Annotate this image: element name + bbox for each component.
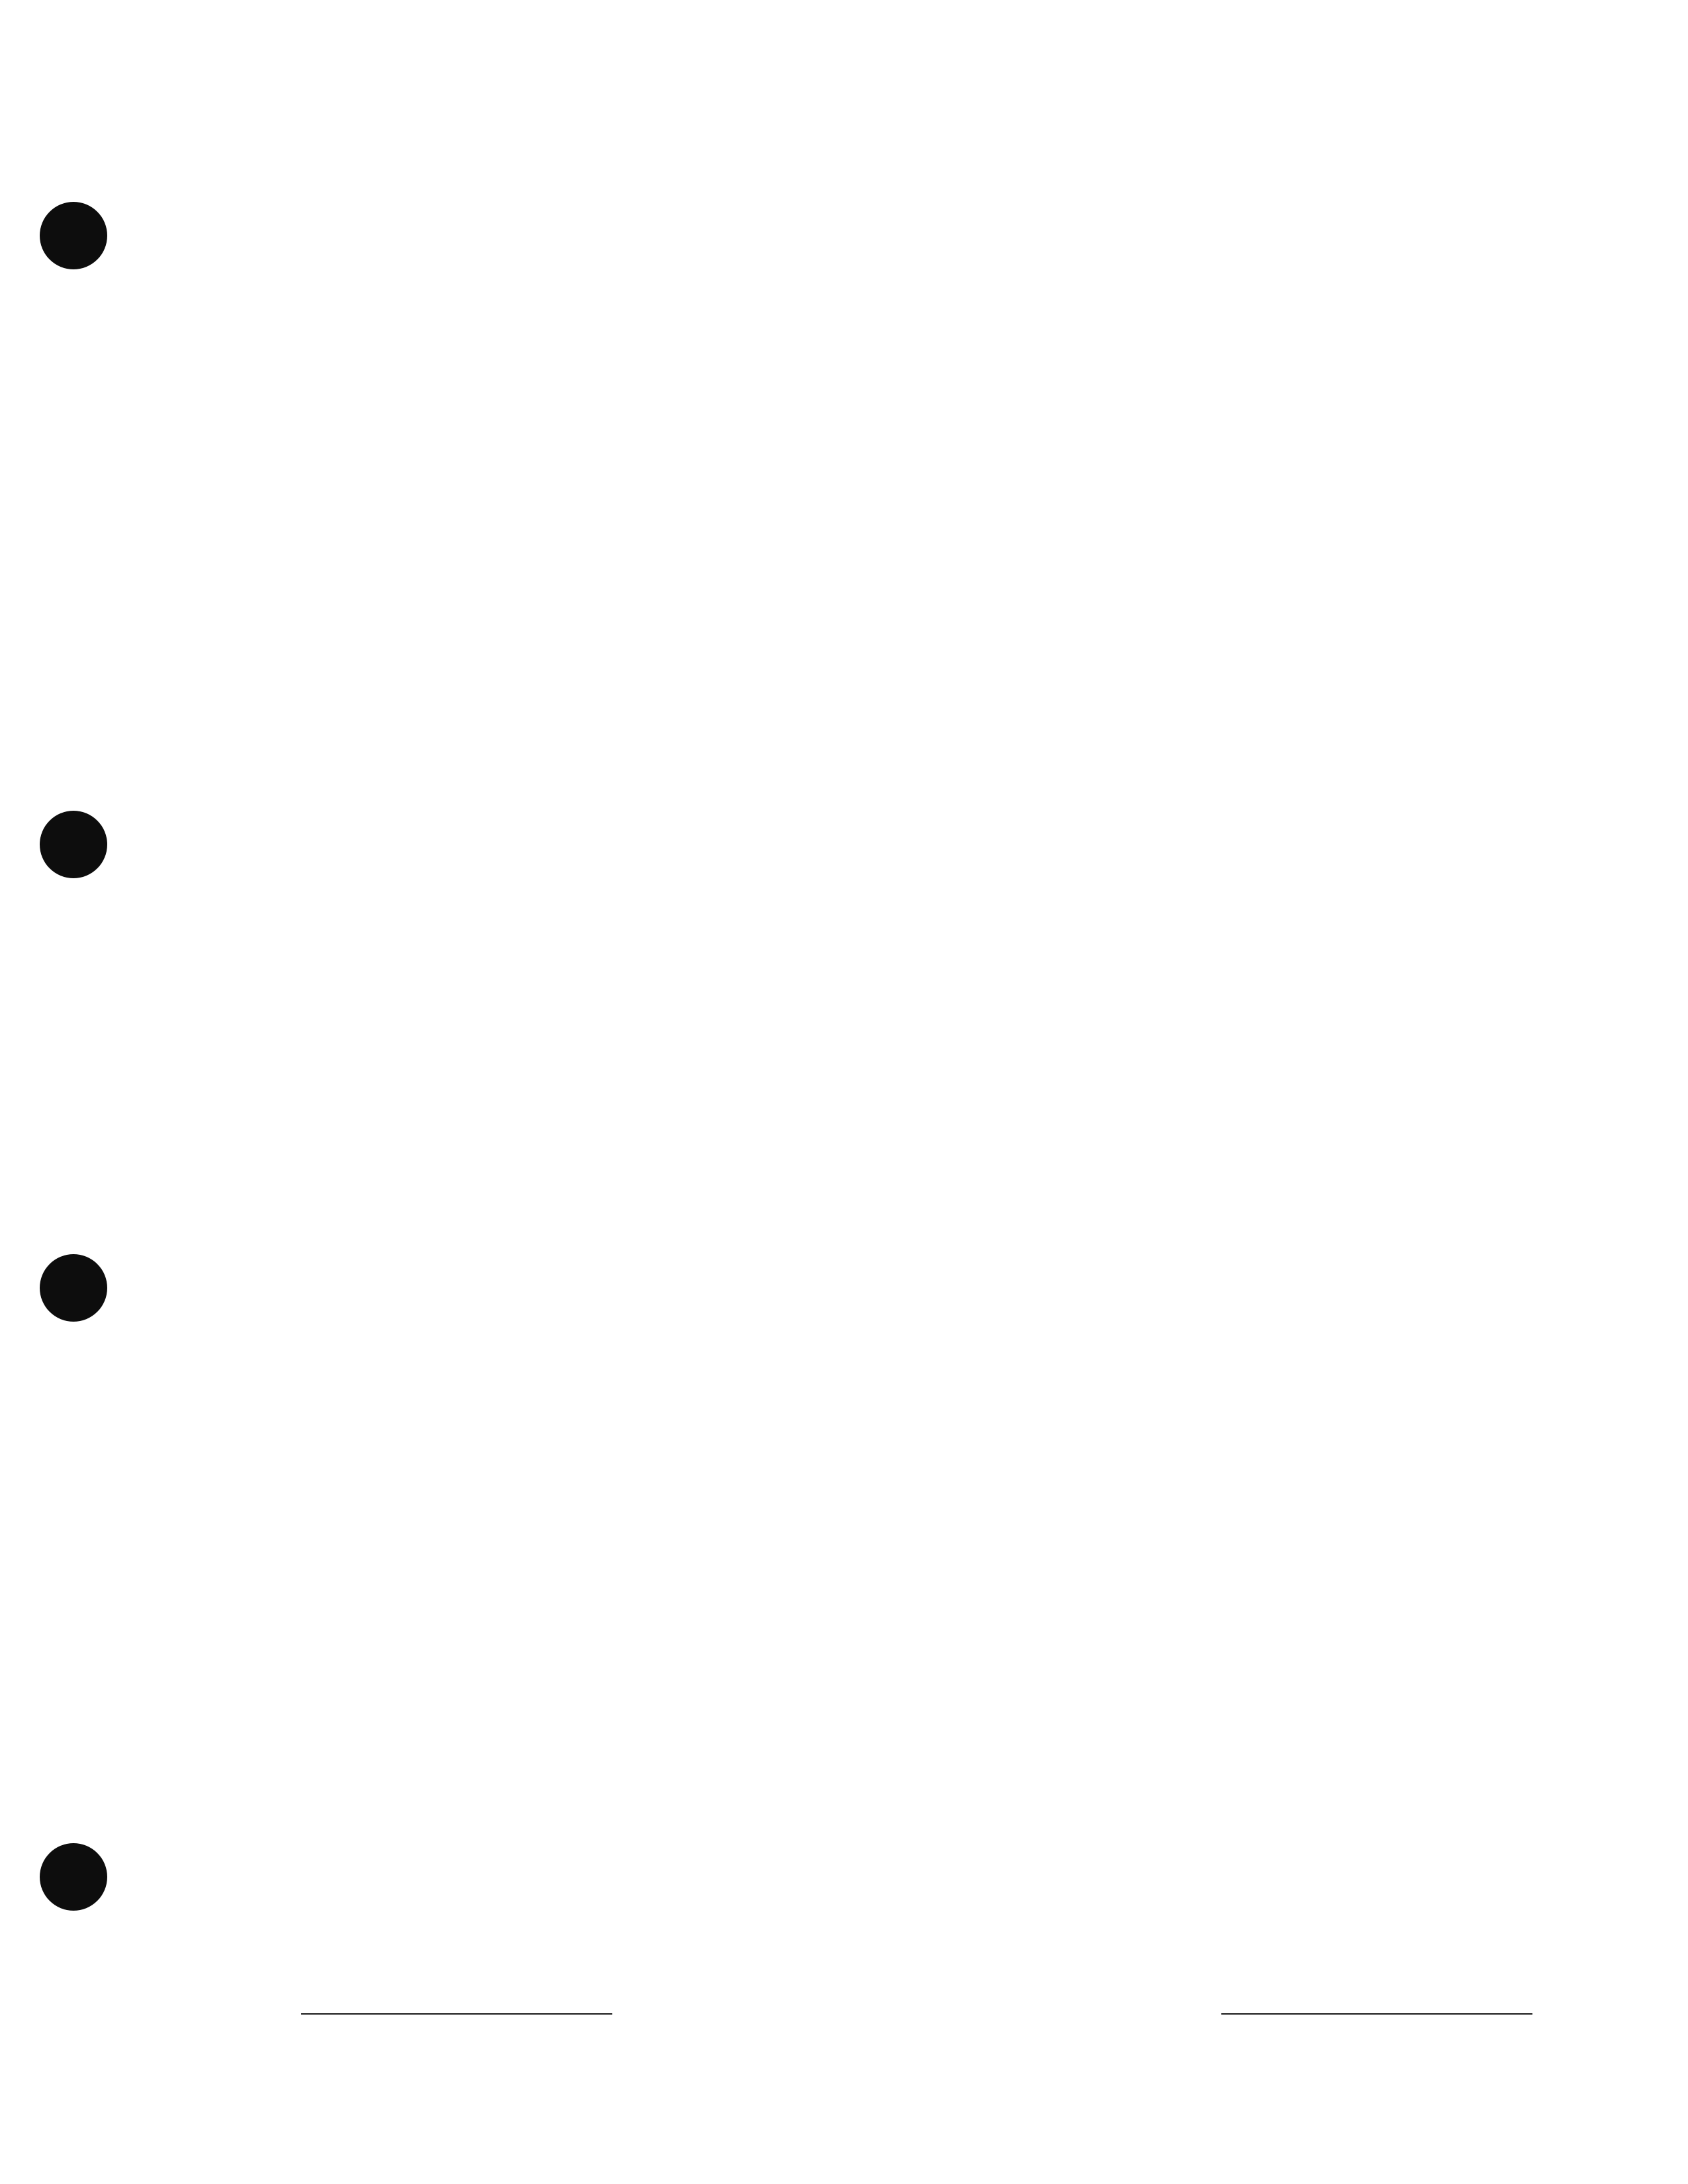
page-footer	[305, 2026, 1523, 2066]
binder-hole-4	[40, 1843, 107, 1911]
binder-hole-1	[40, 202, 107, 269]
binder-hole-3	[40, 1254, 107, 1322]
binder-hole-2	[40, 811, 107, 878]
footer-rule-line-left	[301, 2013, 612, 2015]
footer-rule	[301, 2000, 1532, 2026]
footer-rule-line-right	[1221, 2013, 1532, 2015]
